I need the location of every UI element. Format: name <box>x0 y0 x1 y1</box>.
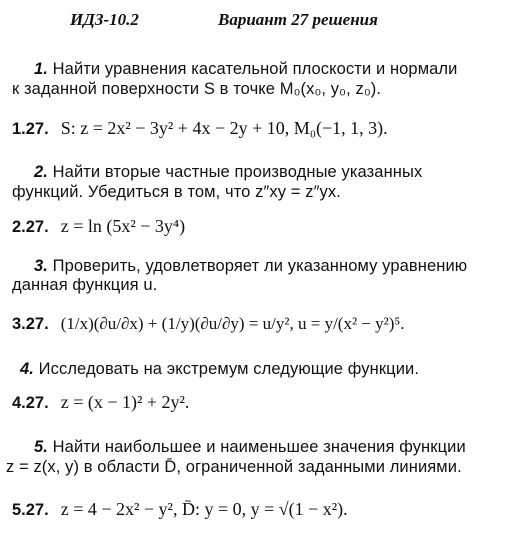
problem-2-number: 2.27. <box>12 218 49 236</box>
task-1-line-2: к заданной поверхности S в точке M₀(x₀, y₀, z₀). <box>12 80 382 98</box>
variant-subtitle: Вариант 27 решения <box>218 10 378 29</box>
problem-3-equation: (1/x)(∂u/∂x) + (1/y)(∂u/∂y) = u/y², u = y/(x² − y²)⁵. <box>60 314 405 333</box>
task-4-statement <box>20 360 419 379</box>
task-5-line-2: z = z(x, y) в области D̄, ограниченной заданными линиями. <box>6 458 462 476</box>
problem-1-27 <box>12 118 388 139</box>
problem-5-number: 5.27. <box>12 501 49 519</box>
task-5-line-1: Найти наибольшее и наименьшее значения функции <box>52 438 466 456</box>
task-2-statement <box>34 163 422 182</box>
task-3-line-2: данная функция u. <box>12 276 158 294</box>
problem-4-number: 4.27. <box>12 394 49 412</box>
task-3-statement <box>34 257 467 276</box>
page-title: ИДЗ-10.2 <box>70 10 139 29</box>
task-2-line-1: Найти вторые частные производные указанных <box>52 163 423 181</box>
problem-3-number: 3.27. <box>12 315 49 333</box>
task-4-number: 4. <box>20 360 34 378</box>
problem-5-27 <box>12 499 348 520</box>
task-1-number: 1. <box>34 60 48 78</box>
problem-2-equation: z = ln (5x² − 3y⁴) <box>60 216 186 236</box>
task-1-line-1: Найти уравнения касательной плоскости и нормали <box>52 60 458 78</box>
problem-3-27 <box>12 314 405 334</box>
task-1-statement <box>34 60 457 79</box>
task-5-number: 5. <box>34 438 48 456</box>
task-3-line-1: Проверить, удовлетворяет ли указанному уравнению <box>52 257 468 275</box>
problem-2-27 <box>12 216 185 237</box>
task-2-number: 2. <box>34 163 48 181</box>
problem-1-number: 1.27. <box>12 120 49 138</box>
task-4-line-1: Исследовать на экстремум следующие функции. <box>38 360 420 378</box>
problem-4-27 <box>12 392 189 413</box>
task-3-number: 3. <box>34 257 48 275</box>
problem-5-equation: z = 4 − 2x² − y², D̄: y = 0, y = √(1 − x²). <box>60 499 348 519</box>
problem-1-equation: S: z = 2x² − 3y² + 4x − 2y + 10, M₀(−1, 1, 3). <box>60 118 388 138</box>
task-5-statement <box>34 438 466 457</box>
task-2-line-2: функций. Убедиться в том, что z″xy = z″yx. <box>12 183 341 201</box>
problem-4-equation: z = (x − 1)² + 2y². <box>60 392 190 412</box>
